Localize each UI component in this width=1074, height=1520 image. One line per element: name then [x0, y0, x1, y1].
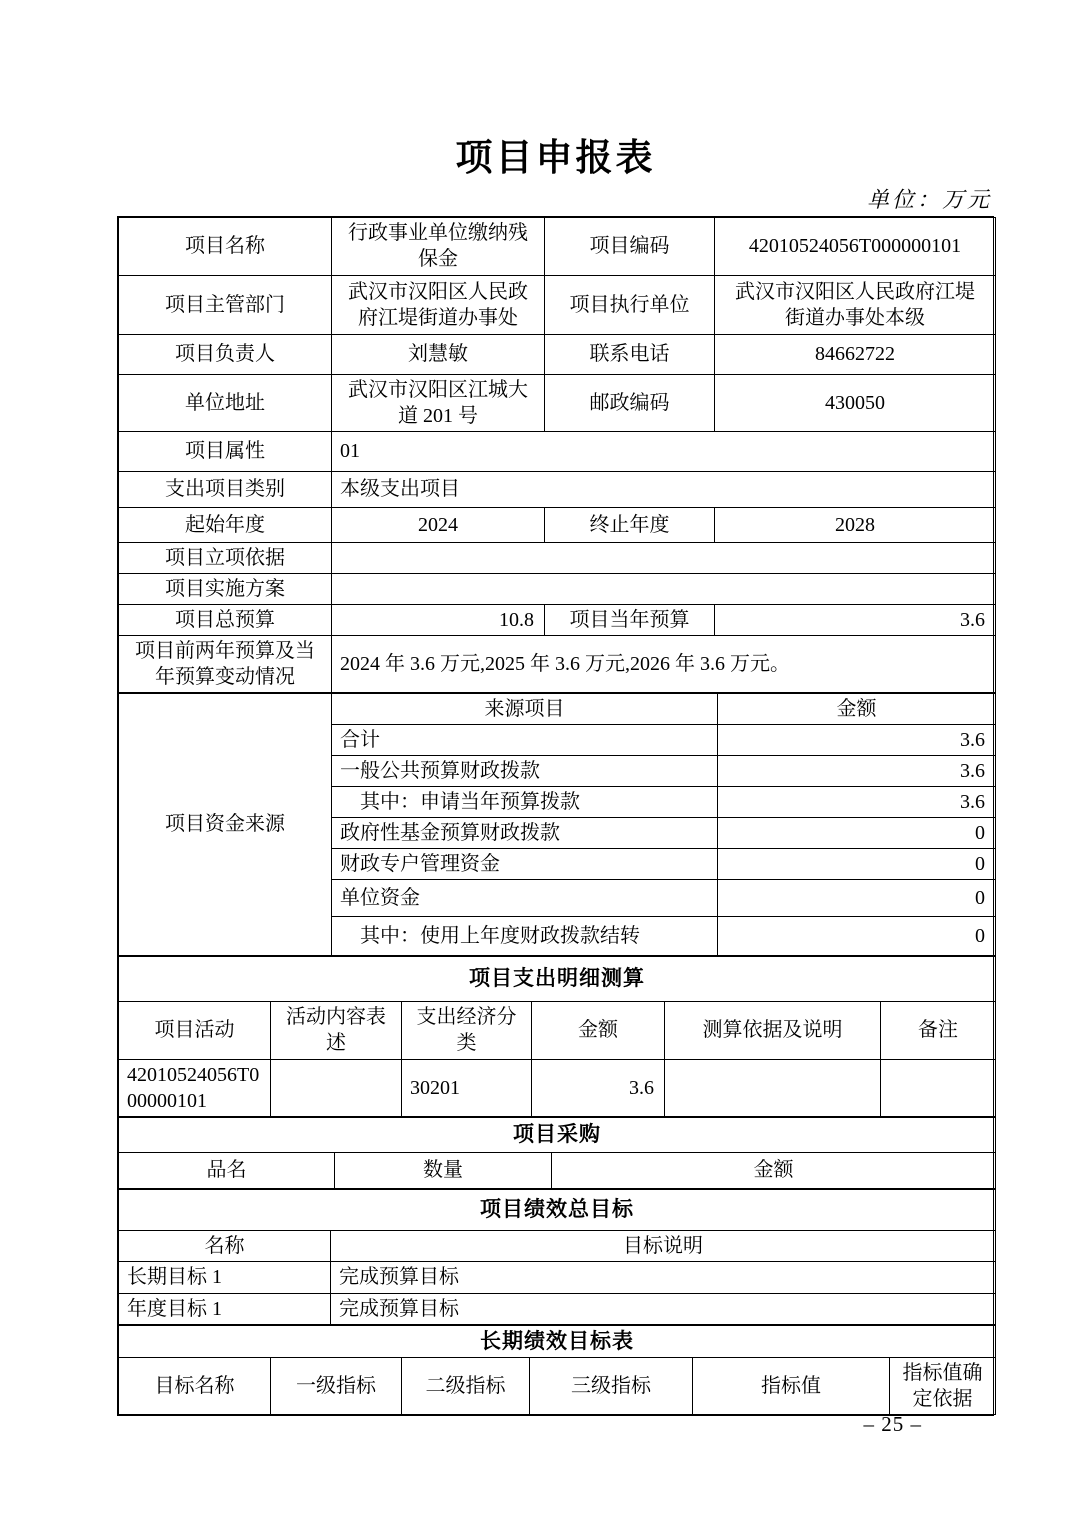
- expense-category-value: 30201: [402, 1059, 532, 1116]
- funding-section-label: 项目资金来源: [119, 693, 332, 955]
- expense-section-title: 项目支出明细测算: [119, 956, 996, 1001]
- procurement-table: [118, 1117, 996, 1189]
- expense-header-activity: 项目活动: [119, 1001, 271, 1059]
- current-budget-value: 3.6: [715, 604, 996, 635]
- expense-note-value: [881, 1059, 996, 1116]
- funding-name: 合计: [332, 724, 718, 755]
- type-value: 本级支出项目: [332, 471, 996, 507]
- phone-value: 84662722: [715, 334, 996, 374]
- row-address: [119, 374, 996, 431]
- project-code-label: 项目编码: [545, 217, 715, 275]
- end-year-label: 终止年度: [545, 507, 715, 542]
- page-title: 项目申报表: [455, 138, 656, 179]
- funding-name: 一般公共预算财政拨款: [332, 755, 718, 786]
- expense-basis-value: [665, 1059, 881, 1116]
- start-year-label: 起始年度: [119, 507, 332, 542]
- expense-header-row: [119, 1001, 996, 1059]
- expense-activity-value: 42010524056T000000101: [119, 1059, 271, 1116]
- longterm-section-title: 长期绩效目标表: [119, 1325, 996, 1357]
- funding-amount: 0: [718, 848, 996, 879]
- row-prev-budget: [119, 635, 996, 692]
- longterm-header-level3: 三级指标: [530, 1358, 693, 1415]
- row-years: [119, 507, 996, 542]
- goal-row-annual: [119, 1293, 996, 1324]
- unit-note: 单位：万元: [866, 186, 992, 212]
- procurement-header-row: [119, 1152, 996, 1188]
- longterm-header-goal-name: 目标名称: [119, 1358, 271, 1415]
- funding-name: 政府性基金预算财政拨款: [332, 817, 718, 848]
- row-budget: [119, 604, 996, 635]
- basis-value: [332, 542, 996, 573]
- funding-amount: 0: [718, 817, 996, 848]
- longterm-header-value: 指标值: [693, 1358, 890, 1415]
- goal-name: 长期目标 1: [119, 1261, 331, 1293]
- leader-label: 项目负责人: [119, 334, 332, 374]
- expense-header-basis: 测算依据及说明: [665, 1001, 881, 1059]
- expense-header-content: 活动内容表述: [271, 1001, 402, 1059]
- exec-unit-value: 武汉市汉阳区人民政府江堤街道办事处本级: [715, 275, 996, 334]
- overall-goal-header-row: [119, 1230, 996, 1261]
- address-label: 单位地址: [119, 374, 332, 431]
- funding-header-row: [119, 693, 996, 724]
- funding-col-source: 来源项目: [332, 693, 718, 724]
- type-label: 支出项目类别: [119, 471, 332, 507]
- row-dept: [119, 275, 996, 334]
- page-number: – 25 –: [863, 1412, 922, 1436]
- prev-budget-label: 项目前两年预算及当年预算变动情况: [119, 635, 332, 692]
- overall-goal-table: [118, 1189, 996, 1325]
- postcode-value: 430050: [715, 374, 996, 431]
- procurement-header-item: 品名: [119, 1152, 335, 1188]
- start-year-value: 2024: [332, 507, 545, 542]
- goal-desc: 完成预算目标: [331, 1293, 996, 1324]
- goal-desc: 完成预算目标: [331, 1261, 996, 1293]
- expense-content-value: [271, 1059, 402, 1116]
- application-form: [117, 216, 994, 1416]
- attr-label: 项目属性: [119, 431, 332, 471]
- longterm-header-level1: 一级指标: [271, 1358, 402, 1415]
- overall-goal-title-row: [119, 1189, 996, 1230]
- expense-data-row: [119, 1059, 996, 1116]
- funding-amount: 3.6: [718, 724, 996, 755]
- longterm-header-level2: 二级指标: [402, 1358, 530, 1415]
- address-value: 武汉市汉阳区江城大道 201 号: [332, 374, 545, 431]
- longterm-header-value-basis: 指标值确定依据: [890, 1358, 996, 1415]
- goal-name-header: 名称: [119, 1230, 331, 1261]
- leader-value: 刘慧敏: [332, 334, 545, 374]
- phone-label: 联系电话: [545, 334, 715, 374]
- procurement-title-row: [119, 1117, 996, 1152]
- total-budget-label: 项目总预算: [119, 604, 332, 635]
- funding-amount: 0: [718, 916, 996, 955]
- procurement-header-qty: 数量: [335, 1152, 552, 1188]
- expense-header-note: 备注: [881, 1001, 996, 1059]
- exec-unit-label: 项目执行单位: [545, 275, 715, 334]
- procurement-header-amount: 金额: [552, 1152, 996, 1188]
- funding-name: 其中：申请当年预算拨款: [332, 786, 718, 817]
- postcode-label: 邮政编码: [545, 374, 715, 431]
- goal-row-longterm: [119, 1261, 996, 1293]
- funding-amount: 0: [718, 879, 996, 916]
- project-name-label: 项目名称: [119, 217, 332, 275]
- row-plan: [119, 573, 996, 604]
- basic-info-table: [118, 217, 996, 693]
- longterm-header-row: [119, 1358, 996, 1415]
- overall-goal-section-title: 项目绩效总目标: [119, 1189, 996, 1230]
- expense-title-row: [119, 956, 996, 1001]
- expense-amount-value: 3.6: [532, 1059, 665, 1116]
- attr-value: 01: [332, 431, 996, 471]
- row-leader: [119, 334, 996, 374]
- dept-value: 武汉市汉阳区人民政府江堤街道办事处: [332, 275, 545, 334]
- dept-label: 项目主管部门: [119, 275, 332, 334]
- row-project-name: [119, 217, 996, 275]
- goal-desc-header: 目标说明: [331, 1230, 996, 1261]
- funding-name: 单位资金: [332, 879, 718, 916]
- procurement-section-title: 项目采购: [119, 1117, 996, 1152]
- expense-header-category: 支出经济分类: [402, 1001, 532, 1059]
- funding-amount: 3.6: [718, 755, 996, 786]
- total-budget-value: 10.8: [332, 604, 545, 635]
- current-budget-label: 项目当年预算: [545, 604, 715, 635]
- expense-header-amount: 金额: [532, 1001, 665, 1059]
- row-basis: [119, 542, 996, 573]
- plan-label: 项目实施方案: [119, 573, 332, 604]
- project-code-value: 42010524056T000000101: [715, 217, 996, 275]
- plan-value: [332, 573, 996, 604]
- project-name-value: 行政事业单位缴纳残保金: [332, 217, 545, 275]
- longterm-goal-table: [118, 1325, 996, 1415]
- document-page: [117, 0, 994, 1416]
- funding-name: 其中：使用上年度财政拨款结转: [332, 916, 718, 955]
- basis-label: 项目立项依据: [119, 542, 332, 573]
- goal-name: 年度目标 1: [119, 1293, 331, 1324]
- end-year-value: 2028: [715, 507, 996, 542]
- prev-budget-value: 2024 年 3.6 万元,2025 年 3.6 万元,2026 年 3.6 万元。: [332, 635, 996, 692]
- funding-name: 财政专户管理资金: [332, 848, 718, 879]
- funding-amount: 3.6: [718, 786, 996, 817]
- expense-detail-table: [118, 956, 996, 1117]
- row-type: [119, 471, 996, 507]
- longterm-title-row: [119, 1325, 996, 1357]
- funding-col-amount: 金额: [718, 693, 996, 724]
- row-attr: [119, 431, 996, 471]
- funding-table: [118, 693, 996, 956]
